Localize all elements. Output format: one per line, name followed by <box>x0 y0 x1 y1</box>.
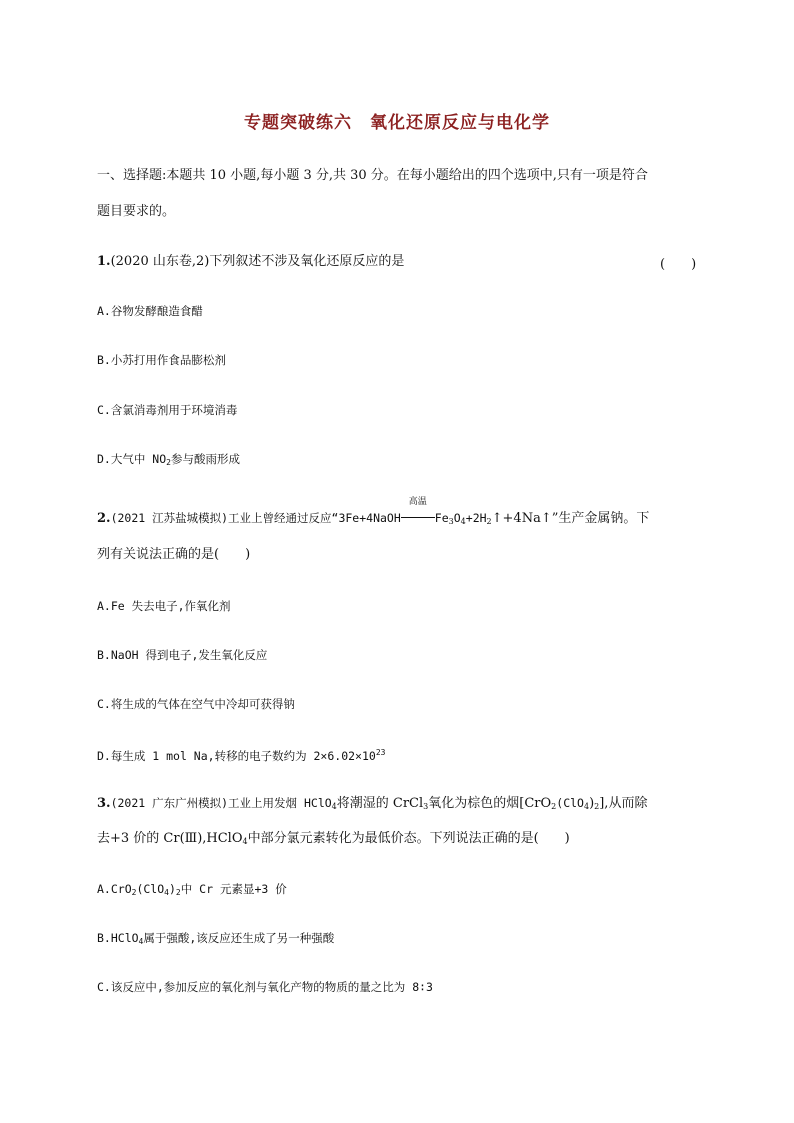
equation-part: Fe <box>434 511 449 525</box>
question-1-option-c: C.含氯消毒剂用于环境消毒 <box>97 403 238 417</box>
subscript: 4 <box>331 802 337 811</box>
subscript: 2 <box>166 458 171 467</box>
question-3-option-b <box>97 929 697 951</box>
question-3-text: (ClO <box>556 796 584 810</box>
question-3-text: ) <box>589 796 595 811</box>
equation-part: ↑+4Na↑”生产金属钠。下 <box>491 511 650 526</box>
subscript: 2 <box>486 517 492 526</box>
question-2-option-d-text: D.每生成 1 mol Na,转移的电子数约为 2×6.02×10 <box>97 749 376 763</box>
page-title: 专题突破练六 氧化还原反应与电化学 <box>244 113 550 133</box>
question-2-stem-line-2: 列有关说法正确的是( ) <box>97 547 251 562</box>
subscript: 2 <box>551 802 557 811</box>
subscript: 3 <box>448 517 454 526</box>
reaction-arrow-line <box>401 517 435 518</box>
question-2-option-a: A.Fe 失去电子,作氧化剂 <box>97 599 231 613</box>
question-1-option-a: A.谷物发酵酿造食醋 <box>97 304 203 318</box>
question-1-option-d-text: D.大气中 NO <box>97 452 167 466</box>
question-3-text: ],从而除 <box>599 796 648 811</box>
question-2-option-c: C.将生成的气体在空气中冷却可获得钠 <box>97 697 295 711</box>
question-3-text: 将潮湿的 CrCl <box>336 796 424 811</box>
subscript: 4 <box>164 888 169 897</box>
question-2-option-d <box>97 744 697 765</box>
question-1-stem <box>97 253 697 271</box>
subscript: 2 <box>594 802 600 811</box>
subscript: 3 <box>423 802 429 811</box>
equation-part: +2H <box>465 511 487 525</box>
equation-part: O <box>453 511 461 525</box>
question-2-option-b: B.NaOH 得到电子,发生氧化反应 <box>97 648 268 662</box>
option-text: 中 Cr 元素显+3 价 <box>180 882 287 896</box>
condition-label: 高温 <box>408 497 427 507</box>
subscript: 4 <box>138 937 144 946</box>
question-1-option-d-text-end: 参与酸雨形成 <box>170 452 240 466</box>
question-1-option-b: B.小苏打用作食品膨松剂 <box>97 353 226 367</box>
question-3-option-c: C.该反应中,参加反应的氧化剂与氧化产物的物质的量之比为 8∶3 <box>97 980 433 994</box>
subscript: 4 <box>242 837 248 846</box>
question-2-stem <box>97 497 697 531</box>
option-text: (ClO <box>136 882 165 896</box>
subscript: 2 <box>175 888 181 897</box>
option-text: B.HClO <box>97 931 139 945</box>
question-1-text: (2020 山东卷,2)下列叙述不涉及氧化还原反应的是 <box>110 254 405 269</box>
question-3-text: 中部分氯元素转化为最低价态。下列说法正确的是( ) <box>247 831 570 846</box>
question-3-text: 去+3 价的 Cr(Ⅲ),HClO <box>97 831 243 846</box>
question-3-number: 3. <box>97 796 111 811</box>
question-3-text: 氧化为棕色的烟[CrO <box>428 796 552 811</box>
subscript: 4 <box>583 802 590 811</box>
section-instruction-line-1: 一、选择题:本题共 10 小题,每小题 3 分,共 30 分。在每小题给出的四个选项中,只有一项是符合 <box>97 168 648 183</box>
question-3-stem-line-2 <box>97 830 697 851</box>
section-instruction-line-2: 题目要求的。 <box>97 204 176 219</box>
superscript: 23 <box>375 748 386 757</box>
question-2-number: 2. <box>97 511 111 526</box>
question-3-option-a <box>97 880 697 902</box>
subscript: 4 <box>460 517 466 526</box>
option-text: ) <box>168 882 176 896</box>
question-1-number: 1. <box>97 254 111 269</box>
question-3-text: (2021 广东广州模拟)工业上用发烟 HClO <box>110 796 332 810</box>
question-1-option-d <box>97 450 697 472</box>
question-2-text: (2021 江苏盐城模拟)工业上曾经通过反应“3Fe+4NaOH <box>110 511 401 525</box>
subscript: 2 <box>131 888 137 897</box>
reaction-condition <box>401 497 435 528</box>
option-text: A.CrO <box>97 882 132 896</box>
option-text: 属于强酸,该反应还生成了另一种强酸 <box>143 931 335 945</box>
question-3-stem <box>97 794 697 816</box>
question-1-answer-paren: ( ) <box>660 257 697 272</box>
